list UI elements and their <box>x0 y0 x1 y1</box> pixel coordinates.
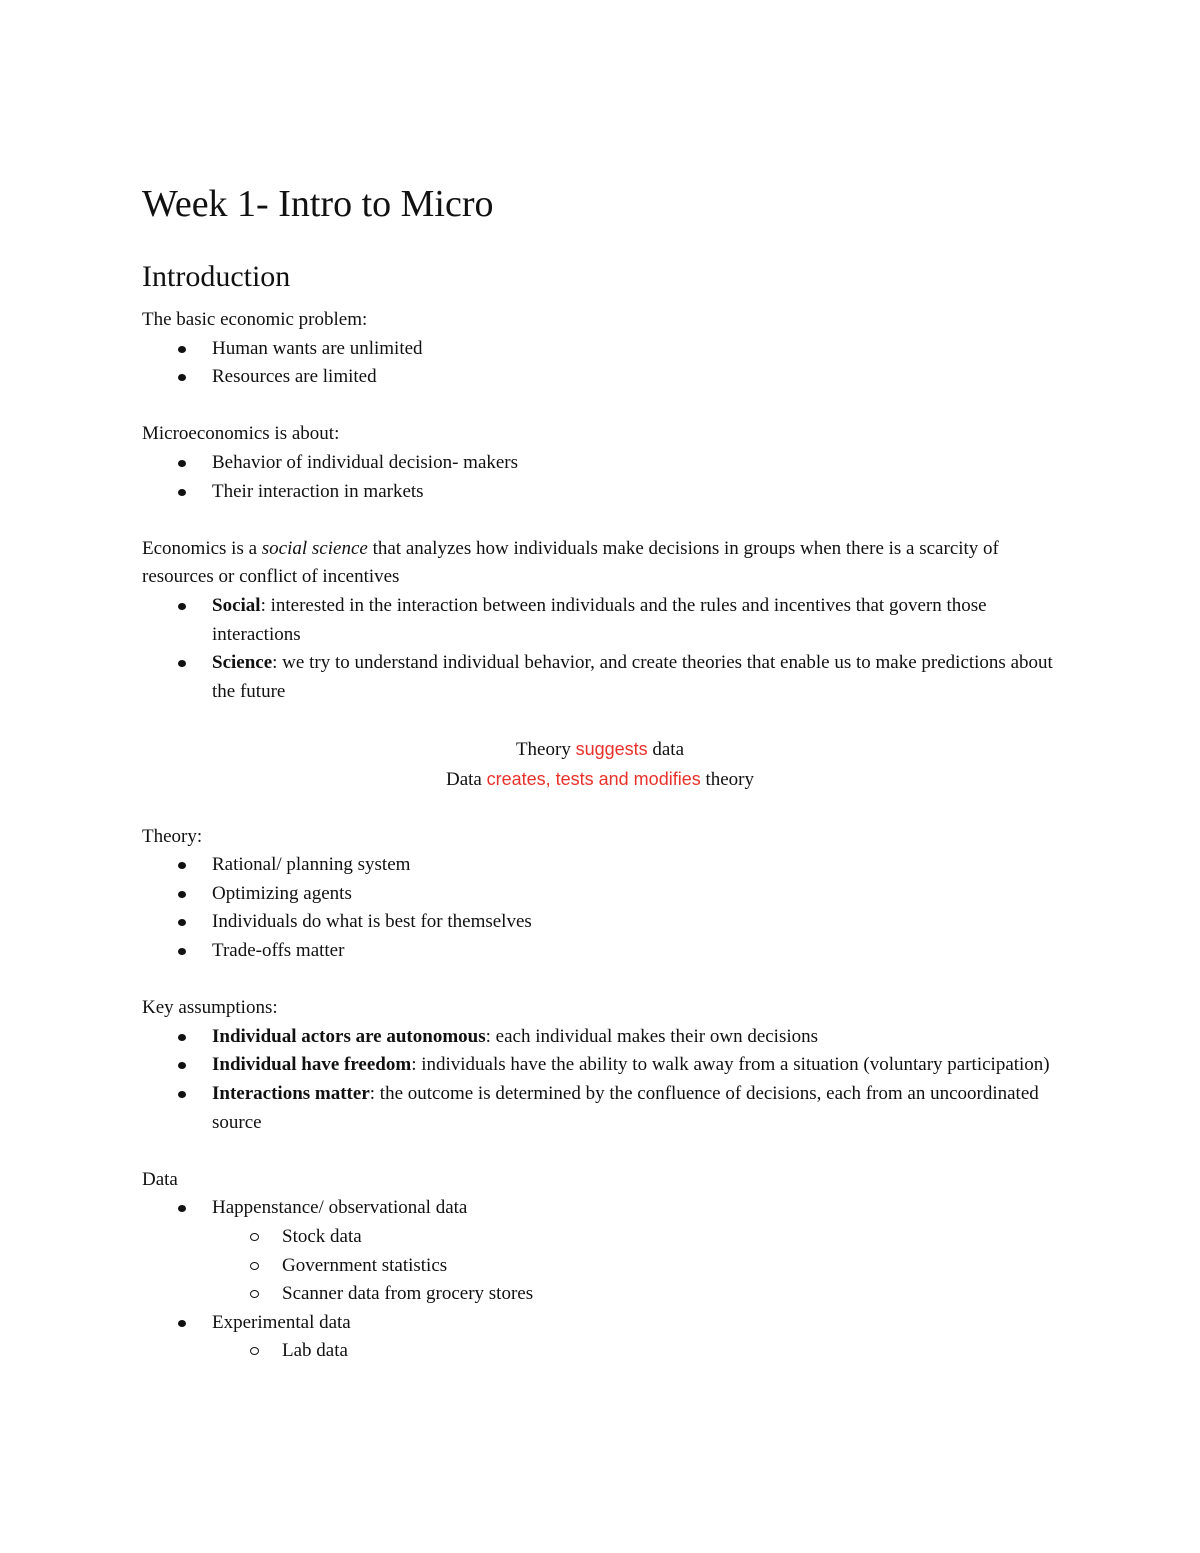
term: Individual actors are autonomous <box>212 1025 486 1047</box>
section-heading-introduction: Introduction <box>142 260 291 293</box>
data-list-2 <box>142 1309 1062 1338</box>
list-item: Behavior of individual decision- makers <box>142 449 1062 478</box>
term: Interactions matter <box>212 1083 370 1105</box>
assumptions-lead: Key assumptions: <box>142 997 278 1019</box>
theory-list <box>142 851 1062 965</box>
theory-lead: Theory: <box>142 825 203 847</box>
list-item: Individual actors are autonomous: each individual makes their own decisions <box>142 1023 1062 1052</box>
term: Science <box>212 652 273 674</box>
centered-line-1: Theory suggests data <box>515 738 685 760</box>
problem-lead: The basic economic problem: <box>142 309 368 330</box>
list-item: Interactions matter: the outcome is determined by the confluence of decisions, each from an uncoordinated source <box>142 1080 1062 1137</box>
sub-list-item: Lab data <box>142 1337 1062 1366</box>
list-item: Science: we try to understand individual behavior, and create theories that enable us to make predictions about the future <box>142 649 1062 706</box>
list-item: Optimizing agents <box>142 880 1062 909</box>
list-item: Trade-offs matter <box>142 937 1062 966</box>
list-item: Individual have freedom: individuals have the ability to walk away from a situation (voluntary participation) <box>142 1051 1062 1080</box>
problem-list <box>142 335 1062 392</box>
term: Individual have freedom <box>212 1054 412 1076</box>
document-page <box>142 178 1062 1366</box>
sub-list-item: Government statistics <box>142 1252 1062 1281</box>
list-item: Resources are limited <box>142 363 1062 392</box>
micro-lead: Microeconomics is about: <box>142 423 340 445</box>
emphasis-social-science: social science <box>261 537 368 559</box>
highlight-text: creates, tests and modifies <box>486 768 701 789</box>
list-item: Experimental data <box>142 1309 1062 1338</box>
observational-sublist <box>142 1223 1062 1309</box>
experimental-sublist <box>142 1337 1062 1366</box>
data-list <box>142 1194 1062 1223</box>
sub-list-item: Scanner data from grocery stores <box>142 1280 1062 1309</box>
list-item: Human wants are unlimited <box>142 335 1062 364</box>
list-item: Their interaction in markets <box>142 478 1062 507</box>
economics-definition: Economics is a social science that analyzes how individuals make decisions in groups when there is a scarcity of resources or conflict of incentives <box>142 537 999 588</box>
highlight-text: suggests <box>575 738 648 759</box>
list-item: Individuals do what is best for themselves <box>142 908 1062 937</box>
list-item: Social: interested in the interaction between individuals and the rules and incentives that govern those interactions <box>142 592 1062 649</box>
data-lead: Data <box>142 1168 178 1190</box>
sub-list-item: Stock data <box>142 1223 1062 1252</box>
centered-line-2: Data creates, tests and modifies theory <box>445 768 755 790</box>
micro-list <box>142 449 1062 506</box>
assumptions-list <box>142 1023 1062 1137</box>
econ-list <box>142 592 1062 706</box>
list-item: Rational/ planning system <box>142 851 1062 880</box>
term: Social <box>212 594 261 616</box>
document-title: Week 1- Intro to Micro <box>142 183 494 225</box>
list-item: Happenstance/ observational data <box>142 1194 1062 1223</box>
